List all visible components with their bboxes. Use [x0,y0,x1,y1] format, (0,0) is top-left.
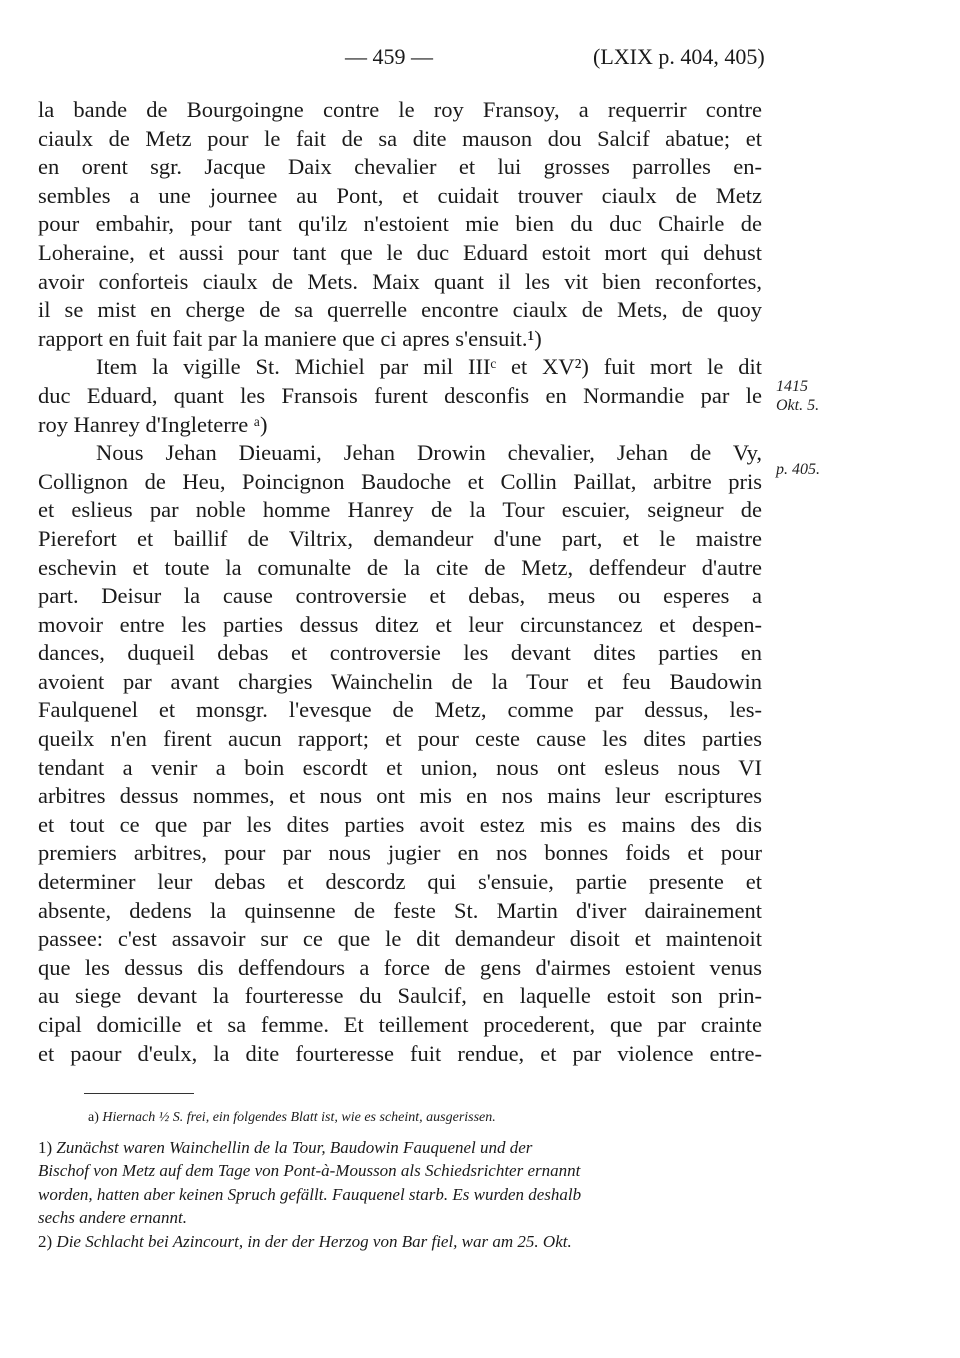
body-line: Nous Jehan Dieuami, Jehan Drowin chevalier, Jehan de Vy, [96,440,762,466]
body-line: en orent sgr. Jacque Daix chevalier et lui grosses parrolles en- [38,154,762,180]
footnote-a-text: Hiernach ½ S. frei, ein folgendes Blatt ist, wie es scheint, ausgerissen. [102,1110,496,1125]
margin-note-date: Okt. 5. [776,397,820,414]
footnotes [38,1106,762,1253]
footnote-1-line: worden, hatten aber keinen Spruch gefällt. Fauquenel starb. Es wurden deshalb [38,1184,582,1204]
footnote-1-line: Bischof von Metz auf dem Tage von Pont-à-Mousson als Schiedsrichter ernannt [38,1161,581,1180]
body-line: eschevin et toute la comunalte de la cite de Metz, deffendeur d'autre [38,554,762,580]
body-line: premiers arbitres, pour par nous jugier en nos bonnes foids et pour [38,840,762,866]
body-line: arbitres dessus nommes, et nous ont mis en nos mains leur escriptures [38,783,762,809]
footnote-2-mark: 2) [38,1231,53,1251]
body-line: duc Eduard, quant les Fransois furent desconfis en Normandie par le [38,382,762,408]
body-line: part. Deisur la cause controversie et debas, meus ou esperes a [38,583,762,609]
body-line: Faulquenel et monsgr. l'evesque de Metz, comme par dessus, les- [38,697,762,723]
body-line: movoir entre les parties dessus ditez et leur circunstancez et despen- [38,611,762,637]
body-line: absente, dedens la quinsenne de feste St. Martin d'iver dairainement [38,897,762,923]
footnote-1-line: sechs andere ernannt. [38,1208,188,1227]
footnote-1-line [38,1136,762,1160]
body-line: cipal domicille et sa femme. Et teillement procederent, que par crainte [38,1012,762,1037]
body-line: il se mist en cherge de sa querrelle encontre ciaulx de Mets, de quoy [38,297,762,323]
body-line: la bande de Bourgoingne contre le roy Fransoy, a requerrir contre [38,97,762,122]
margin-note-year: 1415 [776,378,808,395]
body-line: pour embahir, pour tant qu'ilz n'estoient mie bien du duc Chairle de [38,211,762,237]
footnote-2 [38,1230,762,1254]
body-line: sembles a une journee au Pont, et cuidait trouver ciaulx de Metz [38,182,762,208]
body-line: avoient par avant chargies Wainchelin de la Tour et feu Baudowin [38,668,762,694]
body-line: et eslieus par noble homme Hanrey de la Tour escuier, seigneur de [38,497,762,523]
page-number: — 459 — [345,44,433,69]
margin-note-page-ref: p. 405. [776,461,820,478]
footnote-2-line [38,1230,762,1254]
footnote-1-mark: 1) [38,1137,53,1157]
footnote-a-mark: a) [88,1110,99,1125]
body-line: Collignon de Heu, Poincignon Baudoche et Collin Paillat, arbitre pris [38,468,762,494]
footnote-1 [38,1136,762,1230]
footnote-2-text: Die Schlacht bei Azincourt, in der der Herzog von Bar fiel, war am 25. Okt. [56,1231,572,1251]
body-line: determiner leur debas et descordz qui s'ensuie, partie presente et [38,869,762,895]
body-line: passee: c'est assavoir sur ce que le dit demandeur disoit et maintenoit [38,926,762,952]
body-line: et tout ce que par les dites parties avoit estez mis es mains des dis [38,811,762,837]
body-line: Item la vigille St. Michiel par mil IIIᶜ et XV²) fuit mort le dit [96,354,762,380]
body-line: Loheraine, et aussi pour tant que le duc Eduard estoit mort qui dehust [38,239,762,265]
body-line: avoir conforteis ciaulx de Mets. Maix quant il les vit bien reconfortes, [38,268,762,294]
body-line: tendant a venir a boin escordt et union, nous ont esleus nous VI [38,754,762,780]
body-line: que les dessus dis deffendours a force de gens d'airmes estoient venus [38,954,762,980]
body-line: au siege devant la fourteresse du Saulcif, en laquelle estoit son prin- [38,983,762,1009]
page-header [0,38,960,78]
footnote-a [38,1106,762,1130]
body-line: Pierefort et baillif de Viltrix, demandeur d'une part, et le maistre [38,525,762,551]
body-line: roy Hanrey d'Ingleterre ᵃ) [38,411,268,437]
body-line: et paour d'eulx, la dite fourteresse fuit rendue, et par violence entre- [38,1040,762,1066]
footnote-divider [84,1093,194,1094]
body-line: queilx n'en firent aucun rapport; et pour ceste cause les dites parties [38,726,762,752]
body-line: dances, duqueil debas et controversie les devant dites parties en [38,640,762,666]
page-reference: (LXIX p. 404, 405) [593,44,765,69]
body-line: rapport en fuit fait par la maniere que ci apres s'ensuit.¹) [38,325,542,351]
body-text [38,96,762,1068]
footnote-1-text: Zunächst waren Wainchellin de la Tour, Baudowin Fauquenel und der [56,1137,533,1157]
body-line: ciaulx de Metz pour le fait de sa dite mauson dou Salcif abatue; et [38,125,762,151]
